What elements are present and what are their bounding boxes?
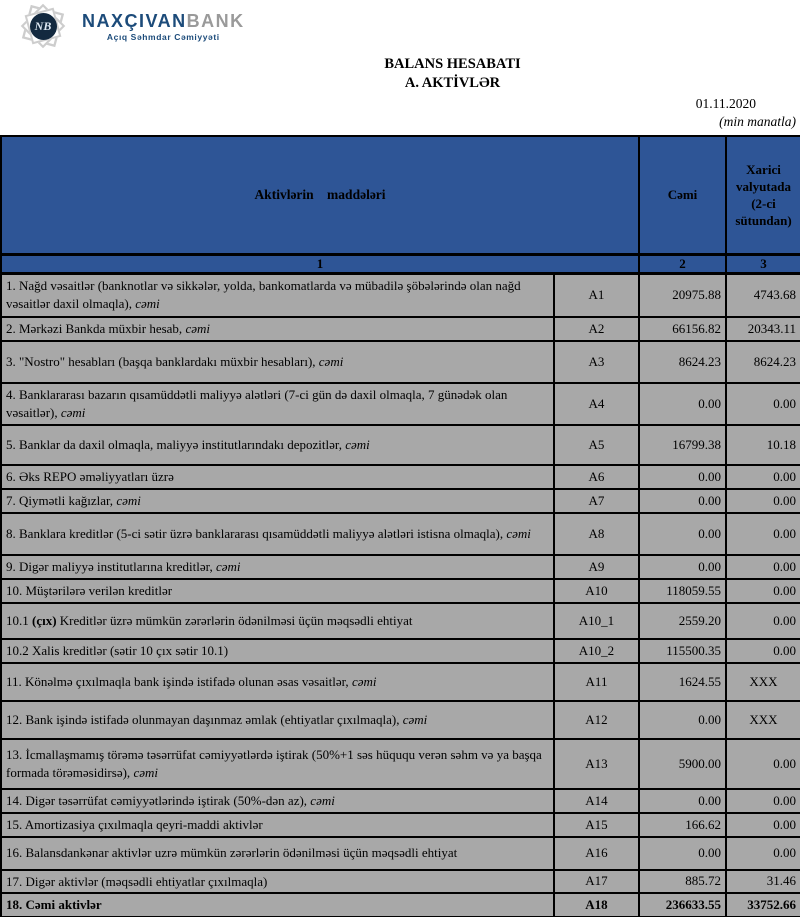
row-code: A2 bbox=[554, 317, 639, 341]
row-label-segment: cəmi bbox=[215, 558, 241, 574]
row-total-value: 885.72 bbox=[639, 870, 726, 894]
row-total-value: 8624.23 bbox=[639, 341, 726, 383]
row-code: A6 bbox=[554, 465, 639, 489]
row-label-segment: cəmi bbox=[506, 525, 531, 541]
row-label-segment: 17. Digər aktivlər (məqsədli ehtiyatlar çıxılmaqla) bbox=[6, 873, 268, 889]
table-row bbox=[1, 465, 800, 489]
row-total-value: 0.00 bbox=[639, 789, 726, 813]
row-label bbox=[1, 465, 554, 489]
row-code: A10_1 bbox=[554, 603, 639, 639]
row-code: A10 bbox=[554, 579, 639, 603]
row-total-value: 20975.88 bbox=[639, 273, 726, 317]
row-label-segment: 12. Bank işində istifadə olunmayan daşınmaz əmlak (ehtiyatlar çıxılmaqla), bbox=[6, 711, 403, 727]
row-label-segment: (çıx) bbox=[32, 612, 57, 628]
wordmark-primary: NAXÇIVAN bbox=[82, 10, 187, 31]
row-total-value: 1624.55 bbox=[639, 663, 726, 701]
row-total-value: 118059.55 bbox=[639, 579, 726, 603]
emblem-initials: NB bbox=[30, 13, 57, 40]
row-label-segment: 7. Qiymətli kağızlar, bbox=[6, 492, 117, 508]
row-code: A8 bbox=[554, 513, 639, 555]
row-label-segment: cəmi bbox=[133, 764, 158, 780]
row-total-value: 0.00 bbox=[639, 837, 726, 870]
row-label-segment: 16. Balansdankənar aktivlər uzrə mümkün zərərlərin ödənilməsi üçün məqsədli ehtiyat bbox=[6, 845, 458, 861]
row-code: A3 bbox=[554, 341, 639, 383]
row-label-segment: 3. "Nostro" hesabları (başqa banklardakı müxbir hesabları), bbox=[6, 353, 319, 369]
row-code: A9 bbox=[554, 555, 639, 579]
row-label bbox=[1, 513, 554, 555]
table-row bbox=[1, 870, 800, 894]
unit-note: (min manatla) bbox=[719, 114, 796, 129]
row-code: A13 bbox=[554, 739, 639, 789]
row-label-segment: cəmi bbox=[310, 792, 335, 808]
row-code: A5 bbox=[554, 425, 639, 465]
row-foreign-currency-value: 4743.68 bbox=[726, 273, 800, 317]
row-code: A16 bbox=[554, 837, 639, 870]
bank-logo bbox=[14, 2, 245, 50]
row-foreign-currency-value: 0.00 bbox=[726, 837, 800, 870]
row-foreign-currency-value: 0.00 bbox=[726, 789, 800, 813]
row-label-segment: 4. Banklararası bazarın qısamüddətli maliyyə alətləri (7-ci gün də daxil olmaqla, 7 günədək olan vəsaitlər), bbox=[6, 387, 508, 420]
row-foreign-currency-value: XXX bbox=[726, 701, 800, 739]
row-total-value: 166.62 bbox=[639, 813, 726, 837]
row-foreign-currency-value: 0.00 bbox=[726, 603, 800, 639]
row-label bbox=[1, 663, 554, 701]
bank-wordmark bbox=[82, 11, 245, 31]
balance-table bbox=[0, 135, 800, 917]
wordmark-block bbox=[82, 11, 245, 42]
row-label-segment: 11. Könəlmə çıxılmaqla bank işində istifadə olunan əsas vəsaitlər, bbox=[6, 673, 352, 689]
row-code: A17 bbox=[554, 870, 639, 894]
table-row bbox=[1, 489, 800, 513]
row-label bbox=[1, 870, 554, 894]
row-foreign-currency-value: XXX bbox=[726, 663, 800, 701]
row-code: A12 bbox=[554, 701, 639, 739]
row-label-segment: cəmi bbox=[60, 404, 86, 420]
title-line-2: A. AKTİVLƏR bbox=[404, 75, 501, 91]
row-foreign-currency-value: 0.00 bbox=[726, 465, 800, 489]
row-label-segment: Kreditlər üzrə mümkün zərərlərin ödənilməsi üçün məqsədli ehtiyat bbox=[56, 612, 413, 628]
row-label-segment: 8. Banklara kreditlər (5-ci sətir üzrə banklararası qısamüddətli maliyyə alətləri istisna olmaqla), bbox=[6, 525, 507, 541]
row-label-segment: cəmi bbox=[318, 353, 344, 369]
row-label bbox=[1, 893, 554, 917]
row-code: A15 bbox=[554, 813, 639, 837]
table-row bbox=[1, 513, 800, 555]
table-row bbox=[1, 383, 800, 425]
table-header bbox=[1, 136, 800, 273]
row-foreign-currency-value: 20343.11 bbox=[726, 317, 800, 341]
header-row bbox=[1, 136, 800, 254]
row-label-segment: cəmi bbox=[345, 436, 370, 452]
row-label bbox=[1, 489, 554, 513]
report-date: 01.11.2020 bbox=[695, 96, 756, 111]
table-row bbox=[1, 273, 800, 317]
brand-subtitle: Açıq Səhmdar Cəmiyyəti bbox=[106, 31, 220, 42]
row-label-segment: 14. Digər təsərrüfat cəmiyyətlərində iştirak (50%-dən az), bbox=[6, 792, 311, 808]
row-code: A11 bbox=[554, 663, 639, 701]
row-total-value: 5900.00 bbox=[639, 739, 726, 789]
row-foreign-currency-value: 0.00 bbox=[726, 739, 800, 789]
row-foreign-currency-value: 0.00 bbox=[726, 383, 800, 425]
row-code: A7 bbox=[554, 489, 639, 513]
column-number-3: 3 bbox=[726, 254, 800, 273]
row-total-value: 236633.55 bbox=[639, 893, 726, 917]
table-row bbox=[1, 317, 800, 341]
row-foreign-currency-value: 0.00 bbox=[726, 639, 800, 663]
row-label-segment: cəmi bbox=[185, 321, 210, 336]
row-foreign-currency-value: 0.00 bbox=[726, 489, 800, 513]
row-total-value: 0.00 bbox=[639, 489, 726, 513]
table-body bbox=[1, 273, 800, 917]
row-label bbox=[1, 317, 554, 341]
row-foreign-currency-value: 0.00 bbox=[726, 513, 800, 555]
row-total-value: 0.00 bbox=[639, 513, 726, 555]
row-code: A4 bbox=[554, 383, 639, 425]
row-code: A10_2 bbox=[554, 639, 639, 663]
row-total-value: 16799.38 bbox=[639, 425, 726, 465]
row-code: A1 bbox=[554, 273, 639, 317]
row-label bbox=[1, 425, 554, 465]
row-code: A18 bbox=[554, 893, 639, 917]
row-total-value: 0.00 bbox=[639, 465, 726, 489]
header-items-label: Aktivlərin maddələri bbox=[1, 136, 639, 254]
row-label-segment: 15. Amortizasiya çıxılmaqla qeyri-maddi aktivlər bbox=[6, 816, 263, 832]
row-label-segment: 6. Əks REPO əməliyyatları üzrə bbox=[6, 468, 174, 484]
row-code: A14 bbox=[554, 789, 639, 813]
row-label bbox=[1, 837, 554, 870]
row-label-segment: 13. İcmallaşmamış törəmə təsərrüfat cəmiyyətlərdə iştirak (50%+1 səs hüququ verən səhm və ya başqa formada törəməsidirsə), bbox=[6, 746, 542, 780]
row-total-value: 0.00 bbox=[639, 555, 726, 579]
row-label-segment: 1. Nağd vəsaitlər (banknotlar və sikkələr, yolda, bankomatlarda və mübadilə şöbələrində olan nağd vəsaitlər daxil olmaqla), bbox=[6, 278, 521, 312]
row-foreign-currency-value: 0.00 bbox=[726, 579, 800, 603]
document-title bbox=[0, 55, 800, 93]
row-label bbox=[1, 383, 554, 425]
row-label bbox=[1, 789, 554, 813]
row-total-value: 2559.20 bbox=[639, 603, 726, 639]
row-label bbox=[1, 273, 554, 317]
row-label bbox=[1, 579, 554, 603]
row-label bbox=[1, 555, 554, 579]
row-label-segment: cəmi bbox=[351, 673, 377, 689]
row-foreign-currency-value: 31.46 bbox=[726, 870, 800, 894]
row-foreign-currency-value: 33752.66 bbox=[726, 893, 800, 917]
table-row bbox=[1, 603, 800, 639]
row-label bbox=[1, 813, 554, 837]
row-total-value: 0.00 bbox=[639, 701, 726, 739]
row-total-value: 66156.82 bbox=[639, 317, 726, 341]
row-label bbox=[1, 603, 554, 639]
table-row bbox=[1, 789, 800, 813]
header-total-label: Cəmi bbox=[639, 136, 726, 254]
row-total-value: 0.00 bbox=[639, 383, 726, 425]
title-line-1: BALANS HESABATI bbox=[384, 56, 521, 72]
column-number-2: 2 bbox=[639, 254, 726, 273]
table-row bbox=[1, 425, 800, 465]
row-label-segment: 5. Banklar da daxil olmaqla, maliyyə institutlarındakı depozitlər, bbox=[6, 436, 346, 452]
bank-emblem-seal bbox=[14, 2, 72, 50]
row-label bbox=[1, 341, 554, 383]
row-foreign-currency-value: 10.18 bbox=[726, 425, 800, 465]
row-label-segment: 2. Mərkəzi Bankda müxbir hesab, bbox=[6, 321, 186, 336]
row-label-segment: 10.2 Xalis kreditlər (sətir 10 çıx sətir 10.1) bbox=[6, 642, 229, 658]
row-foreign-currency-value: 0.00 bbox=[726, 555, 800, 579]
row-label-segment: 9. Digər maliyyə institutlarına kreditlər, bbox=[6, 558, 216, 574]
table-row bbox=[1, 837, 800, 870]
table-row bbox=[1, 701, 800, 739]
row-label-segment: cəmi bbox=[135, 296, 160, 312]
row-total-value: 115500.35 bbox=[639, 639, 726, 663]
table-row bbox=[1, 341, 800, 383]
row-label bbox=[1, 639, 554, 663]
table-row bbox=[1, 813, 800, 837]
table-row bbox=[1, 739, 800, 789]
row-foreign-currency-value: 8624.23 bbox=[726, 341, 800, 383]
table-row bbox=[1, 663, 800, 701]
row-label bbox=[1, 739, 554, 789]
row-label-segment: 10. Müştərilərə verilən kreditlər bbox=[6, 582, 173, 598]
header-foreign-label: Xarici valyutada (2-ci sütundan) bbox=[726, 136, 800, 254]
row-label bbox=[1, 701, 554, 739]
column-number-row bbox=[1, 254, 800, 273]
row-label-segment: 10.1 bbox=[6, 612, 32, 628]
row-label-segment: 18. Cəmi aktivlər bbox=[6, 897, 102, 913]
table-row bbox=[1, 893, 800, 917]
column-number-1: 1 bbox=[1, 254, 639, 273]
table-row bbox=[1, 579, 800, 603]
row-label-segment: cəmi bbox=[116, 492, 141, 508]
row-label-segment: cəmi bbox=[402, 711, 428, 727]
wordmark-secondary: BANK bbox=[186, 10, 245, 31]
table-row bbox=[1, 555, 800, 579]
table-row bbox=[1, 639, 800, 663]
row-foreign-currency-value: 0.00 bbox=[726, 813, 800, 837]
